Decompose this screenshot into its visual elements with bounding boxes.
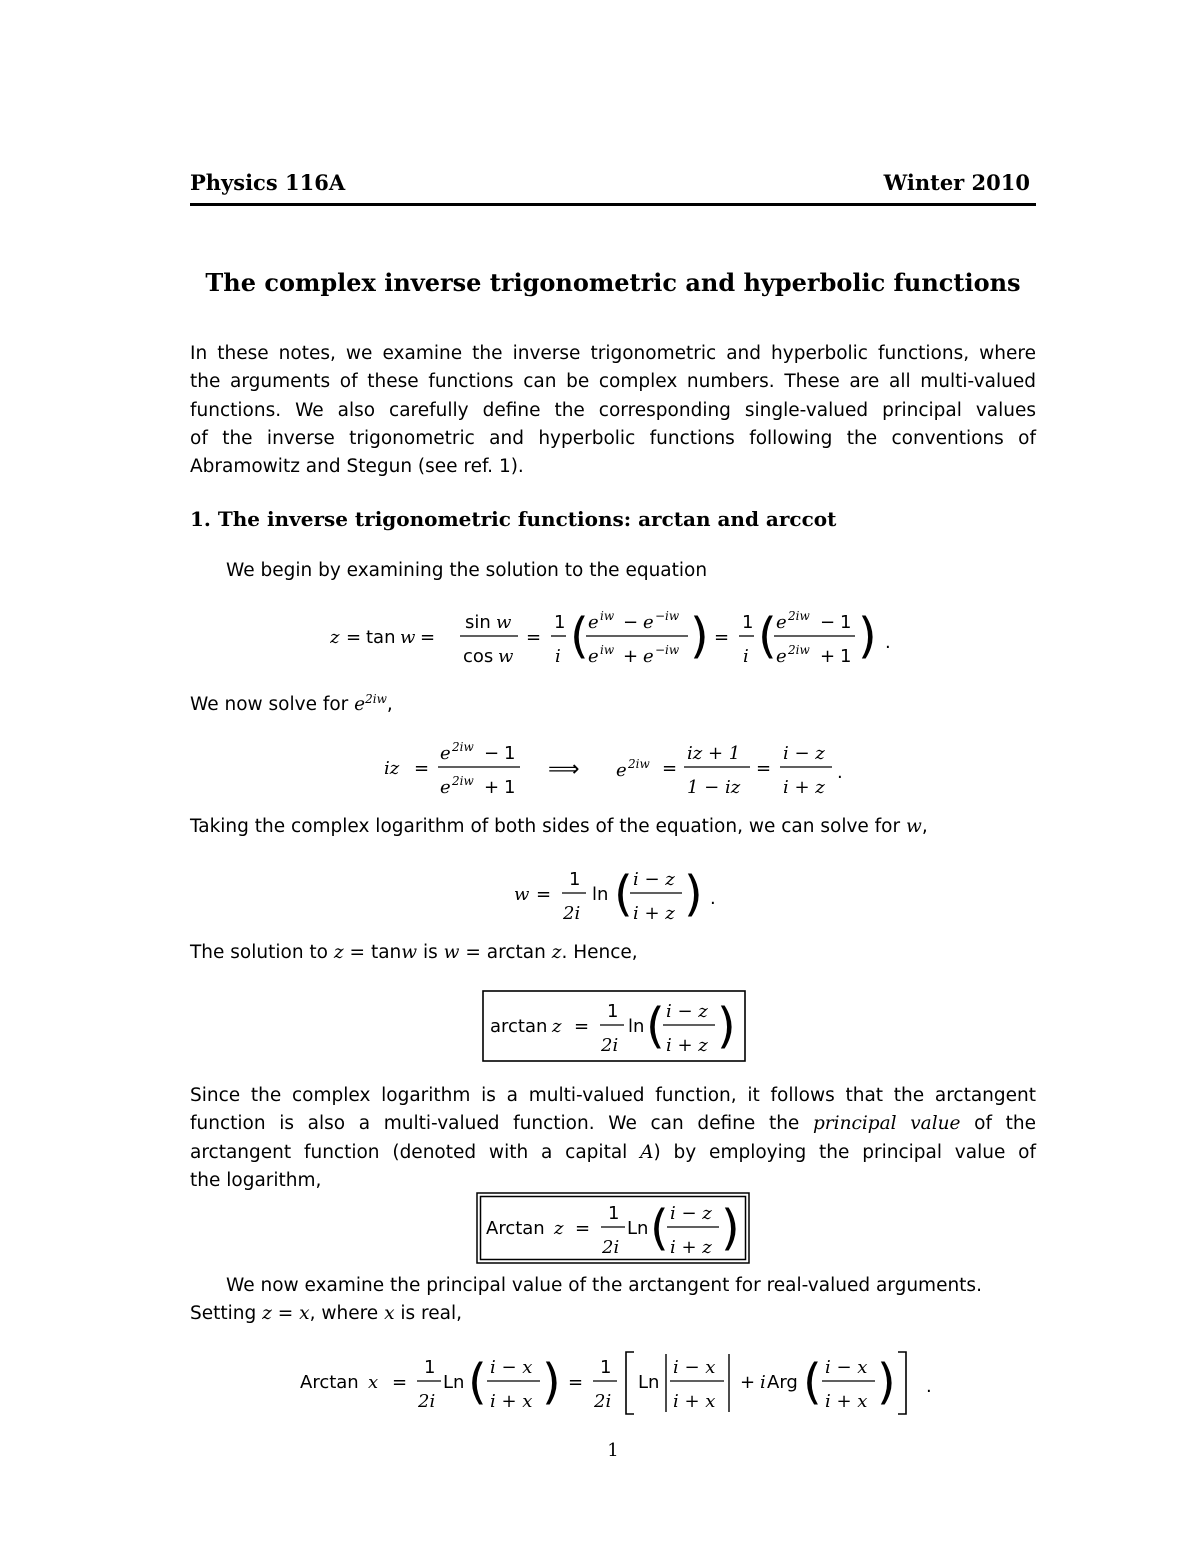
equation-w	[510, 858, 730, 928]
eq-one: 1	[840, 646, 852, 667]
document-title: The complex inverse trigonometric and hyperbolic functions	[205, 268, 1021, 297]
eq-den: i + z	[666, 1035, 708, 1056]
eq-num: i − x	[673, 1357, 716, 1378]
eq-plus: +	[740, 1372, 756, 1393]
eq-one: 1	[504, 743, 516, 764]
right-paren: )	[690, 608, 709, 664]
solve-exp: 2iw	[365, 692, 387, 706]
intro-line: In these notes, we examine the inverse trigonometric and hyperbolic functions, where	[190, 343, 1036, 364]
eq-exp: 2iw	[452, 774, 474, 788]
setting-c: is real,	[394, 1303, 462, 1324]
left-paren: (	[646, 998, 665, 1054]
eq-i: i	[743, 646, 749, 667]
eq-den: i + z	[783, 777, 825, 798]
eq-iz: iz	[384, 758, 400, 779]
solve-e: e	[354, 694, 366, 716]
left-paren: (	[803, 1354, 822, 1410]
eq-one: 1	[742, 612, 754, 633]
eq-sign: =	[662, 758, 678, 779]
eq-den: i + x	[490, 1391, 533, 1412]
taking-suffix: ,	[921, 816, 928, 837]
right-paren: )	[542, 1354, 561, 1410]
left-paren: (	[614, 866, 633, 922]
eq-e: e	[440, 777, 451, 798]
eq-num: i − x	[825, 1357, 868, 1378]
eq-plus: +	[820, 646, 836, 667]
inline-w: w	[401, 942, 418, 963]
right-paren: )	[684, 866, 703, 922]
inline-x: x	[384, 1303, 395, 1324]
intro-line: functions. We also carefully define the corresponding single-valued principal values	[190, 399, 1036, 421]
eq-exp: −iw	[655, 609, 680, 623]
eq-Arctan: Arctan	[300, 1372, 359, 1393]
eq-num: i − x	[490, 1357, 533, 1378]
since-l3-text: arctangent function (denoted with a capital	[190, 1141, 641, 1163]
since-l2-text: function is also a multi-valued function. We can define the	[190, 1113, 813, 1135]
inline-arctan: arctan	[486, 942, 546, 963]
eq-e: e	[776, 646, 787, 667]
inline-z: z	[551, 942, 562, 963]
eq-arctan: arctan	[490, 1016, 548, 1037]
inline-eq: =	[465, 942, 481, 963]
right-paren: )	[721, 1200, 740, 1256]
inline-eq: =	[277, 1303, 294, 1324]
eq-half-num: 1	[424, 1357, 436, 1378]
eq-e: e	[588, 612, 599, 633]
eq-exp: iw	[600, 643, 615, 657]
eq-dot: .	[926, 1376, 932, 1397]
solution-a: The solution to	[190, 942, 334, 963]
equation-tan	[330, 600, 900, 672]
eq-num: i − z	[670, 1203, 712, 1224]
since-line: Since the complex logarithm is a multi-valued function, it follows that the arctangent	[190, 1085, 1036, 1106]
eq-sign: =	[346, 627, 362, 648]
eq-half-den: 2i	[418, 1391, 436, 1412]
eq-num: iz + 1	[687, 743, 741, 764]
eq-w: w	[514, 884, 530, 905]
solution-b: is	[417, 942, 444, 963]
eq-Ln: Ln	[627, 1218, 649, 1239]
intro-line: Abramowitz and Stegun (see ref. 1).	[190, 456, 524, 478]
inline-eq: =	[349, 942, 366, 963]
left-paren: (	[650, 1200, 669, 1256]
boxed-principal-arctan-formula	[476, 1192, 752, 1266]
eq-exp: 2iw	[452, 740, 474, 754]
setting-b: , where	[309, 1303, 385, 1324]
since-l3-end: ) by employing the principal value of	[653, 1141, 1036, 1163]
eq-den: i + z	[633, 903, 675, 924]
eq-sign: =	[414, 758, 430, 779]
eq-minus: −	[484, 743, 500, 764]
taking-body: Taking the complex logarithm of both sides of the equation, we can solve for	[190, 816, 906, 837]
left-paren: (	[570, 608, 589, 664]
eq-one: 1	[504, 777, 516, 798]
left-paren: (	[468, 1354, 487, 1410]
intro-line: of the inverse trigonometric and hyperbolic functions following the conventions of	[190, 427, 1036, 449]
eq-den: i + z	[670, 1237, 712, 1258]
eq-z: z	[554, 1218, 564, 1239]
eq-z: z	[552, 1016, 562, 1037]
eq-x: x	[368, 1372, 379, 1393]
eq-ln: ln	[592, 884, 609, 905]
eq-minus: −	[820, 612, 836, 633]
eq-e: e	[643, 646, 654, 667]
eq-one: 1	[554, 612, 566, 633]
eq-e: e	[776, 612, 787, 633]
page-number: 1	[607, 1440, 619, 1461]
since-line: the logarithm,	[190, 1169, 322, 1191]
eq-half-den: 2i	[601, 1035, 619, 1056]
inline-w: w	[443, 942, 460, 963]
eq-half-num: 1	[600, 1357, 612, 1378]
inline-tan: tan	[370, 942, 402, 963]
taking-w: w	[906, 816, 922, 837]
eq-num: i − z	[783, 743, 825, 764]
boxed-arctan-formula	[482, 990, 748, 1064]
eq-dot: .	[885, 632, 891, 653]
principal-value-emphasis: principal value	[812, 1113, 961, 1135]
equation-solve	[380, 732, 860, 802]
solve-suffix: ,	[386, 694, 393, 716]
equation-arctan-real	[300, 1344, 960, 1420]
eq-plus: +	[484, 777, 500, 798]
right-paren: )	[858, 608, 877, 664]
eq-ln: ln	[628, 1016, 645, 1037]
eq-cos: cos	[463, 646, 494, 667]
term-header: Winter 2010	[883, 170, 1030, 195]
eq-exp: 2iw	[788, 609, 810, 623]
eq-i: i	[760, 1372, 766, 1393]
course-header: Physics 116A	[190, 170, 346, 195]
taking-text	[190, 816, 928, 837]
eq-num: i − z	[666, 1001, 708, 1022]
inline-z: z	[333, 942, 344, 963]
eq-exp: 2iw	[628, 757, 650, 771]
eq-w: w	[498, 646, 514, 667]
examine-text: We now examine the principal value of the arctangent for real-valued arguments.	[226, 1275, 982, 1296]
eq-e: e	[643, 612, 654, 633]
solution-c: . Hence,	[561, 942, 638, 963]
eq-sign: =	[756, 758, 772, 779]
eq-half-num: 1	[607, 1001, 619, 1022]
eq-e: e	[616, 760, 627, 781]
eq-sign: =	[574, 1016, 590, 1037]
solution-text	[190, 942, 638, 963]
begin-text: We begin by examining the solution to the equation	[226, 560, 708, 581]
eq-sign: =	[568, 1372, 584, 1393]
eq-half-num: 1	[608, 1203, 620, 1224]
eq-w: w	[400, 627, 416, 648]
eq-exp: −iw	[655, 643, 680, 657]
capital-a: A	[640, 1141, 654, 1163]
eq-Arctan: Arctan	[486, 1218, 545, 1239]
eq-sign: =	[575, 1218, 591, 1239]
eq-minus: −	[623, 612, 639, 633]
setting-text	[190, 1303, 462, 1324]
inline-z: z	[262, 1303, 272, 1324]
eq-Arg: Arg	[767, 1372, 798, 1393]
eq-w: w	[496, 612, 512, 633]
since-l2-end: of the	[960, 1113, 1036, 1135]
eq-Ln: Ln	[443, 1372, 465, 1393]
eq-plus: +	[623, 646, 639, 667]
eq-den: 1 − iz	[687, 777, 741, 798]
setting-a: Setting	[190, 1303, 263, 1324]
eq-e: e	[440, 743, 451, 764]
eq-tan: tan	[366, 627, 396, 648]
eq-den: i + x	[825, 1391, 868, 1412]
eq-half-den: 2i	[594, 1391, 612, 1412]
since-line	[190, 1110, 1036, 1138]
since-line	[190, 1139, 1036, 1167]
eq-z: z	[330, 627, 340, 648]
eq-sign: =	[526, 627, 542, 648]
eq-i: i	[555, 646, 561, 667]
inline-x: x	[299, 1303, 310, 1324]
header-rule	[190, 203, 1036, 206]
eq-sign: =	[392, 1372, 408, 1393]
eq-half-den: 2i	[602, 1237, 620, 1258]
eq-sin: sin	[465, 612, 491, 633]
eq-one: 1	[840, 612, 852, 633]
eq-dot: .	[710, 888, 716, 909]
eq-exp: iw	[600, 609, 615, 623]
eq-e: e	[588, 646, 599, 667]
solve-prefix: We now solve for	[190, 694, 355, 716]
intro-paragraph	[190, 340, 1036, 481]
section-heading: 1. The inverse trigonometric functions: arctan and arccot	[190, 507, 837, 531]
since-paragraph	[190, 1082, 1036, 1195]
eq-sign: =	[420, 627, 436, 648]
eq-half-den: 2i	[563, 903, 581, 924]
eq-num: i − z	[633, 869, 675, 890]
left-paren: (	[758, 608, 777, 664]
right-paren: )	[717, 998, 736, 1054]
solve-text	[190, 692, 393, 715]
eq-half-num: 1	[569, 869, 581, 890]
implies-arrow: ⟹	[548, 757, 580, 782]
intro-line: the arguments of these functions can be complex numbers. These are all multi-valued	[190, 371, 1036, 393]
eq-dot: .	[837, 762, 843, 783]
eq-sign: =	[714, 627, 730, 648]
eq-Ln: Ln	[638, 1372, 660, 1393]
right-paren: )	[877, 1354, 896, 1410]
eq-sign: =	[536, 884, 552, 905]
eq-exp: 2iw	[788, 643, 810, 657]
eq-den: i + x	[673, 1391, 716, 1412]
